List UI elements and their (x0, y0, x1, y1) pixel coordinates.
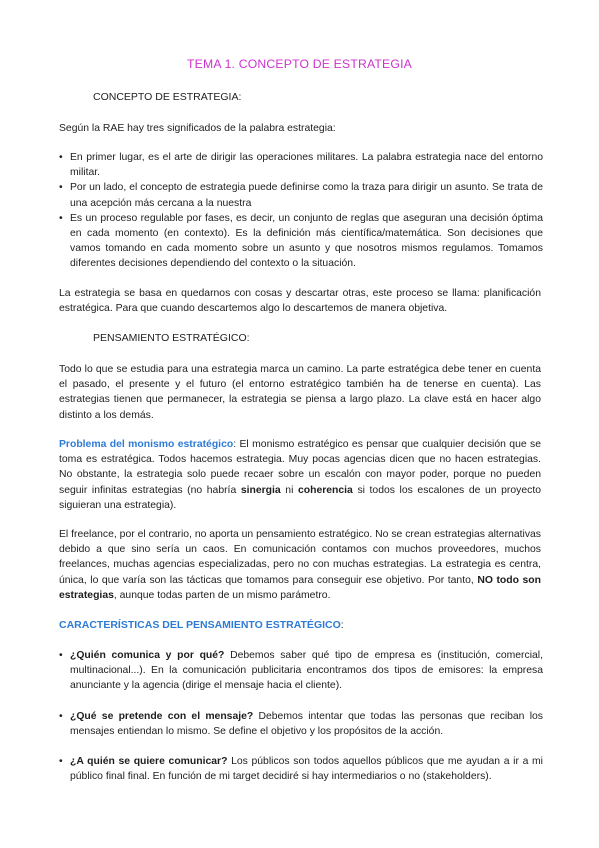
characteristics-list (59, 648, 543, 784)
monism-paragraph: Problema del monismo estratégico: El monismo estratégico es pensar que cualquier decisión que se toma es estratégica. Todos hacemos estrategia. Muy pocas agencias dicen que no hacen estrategias. No obstante, la estrategia solo puede recaer sobre un escalón con mayor poder, porque no pueden seguir infinitas estrategias (no habría sinergia ni coherencia si todos los escalones de un proyecto siguieran una estrategia). (59, 439, 542, 511)
list-item-text: En primer lugar, es el arte de dirigir las operaciones militares. La palabra estrategia nace del entorno militar. (70, 152, 543, 179)
list-item-text: Por un lado, el concepto de estrategia puede definirse como la traza para dirigir un asunto. Se trata de una acepción más cercana a la nuestra (70, 182, 543, 209)
characteristic-question: ¿Quién comunica y por qué? (70, 650, 225, 661)
intro-paragraph: Según la RAE hay tres significados de la palabra estrategia: (59, 123, 336, 134)
characteristic-answer: Los públicos son todos aquellos públicos que me ayudan a ir a mi público final final. En función de mi target decidiré si hay intermediarios o no (stakeholders). (70, 756, 543, 783)
planning-paragraph: La estrategia se basa en quedarnos con cosas y descartar otras, este proceso se llama: planificación estratégica. Para que cuando descartemos algo lo descartemos de manera objetiva. (59, 288, 541, 315)
bullet-icon: • (59, 152, 63, 163)
list-item (59, 709, 543, 739)
not-all-strategies-term: NO todo son estrategias (59, 574, 541, 601)
freelance-paragraph: El freelance, por el contrario, no aporta un pensamiento estratégico. No se crean estrategias alternativas debido a que sino sería un caos. En comunicación contamos con muchos proveedores, muchos freelances, muchas agencias especializadas, pero no con muchas estrategias. La estrategia es centra, única, lo que varía son las tácticas que tomamos para conseguir ese objetivo. Por tanto, NO todo son estrategias, aunque todas parten de un mismo parámetro. (59, 529, 541, 601)
list-item (59, 180, 543, 210)
characteristic-answer: Debemos intentar que todas las personas que reciban los mensajes entiendan lo mismo. Se define el objetivo y los propósitos de la acción. (70, 710, 543, 737)
bullet-icon: • (59, 212, 63, 224)
document-title: TEMA 1. CONCEPTO DE ESTRATEGIA (187, 57, 412, 71)
bullet-icon: • (59, 182, 63, 194)
characteristic-question: ¿A quién se quiere comunicar? (70, 756, 228, 768)
coherencia-term: coherencia (297, 484, 353, 496)
bullet-icon: • (59, 710, 63, 722)
path-paragraph: Todo lo que se estudia para una estrategia marca un camino. La parte estratégica debe tener en cuenta el pasado, el presente y el futuro (el entorno estratégico también ha de tenerse en cuenta). Las estrategias tienen que permanecer, la estrategia se piensa a largo plazo. La clave está en hacer algo distinto a los demás. (59, 364, 541, 421)
bullet-icon: • (59, 650, 63, 661)
list-item (59, 754, 543, 784)
list-item (59, 648, 543, 694)
sinergia-term: sinergia (240, 484, 281, 496)
bullet-icon: • (59, 756, 63, 768)
rae-meanings-list (59, 150, 543, 272)
monism-label: Problema del monismo estratégico (59, 439, 234, 450)
list-item-text: Es un proceso regulable por fases, es decir, un conjunto de reglas que aseguran una decisión óptima en cada momento (en contexto). Es la definición más científica/matemática. Son decisiones que vamos tomando en cada momento sobre un asunto y que nosotros mismos regulamos. Tomamos diferentes decisiones dependiendo del contexto o la situación. (70, 212, 543, 270)
characteristic-question: ¿Qué se pretende con el mensaje? (70, 710, 254, 722)
characteristics-heading: CARACTERÍSTICAS DEL PENSAMIENTO ESTRATÉGICO: (59, 619, 344, 631)
list-item (59, 211, 543, 272)
section-heading-concepto: CONCEPTO DE ESTRATEGIA: (93, 91, 242, 103)
section-heading-pensamiento: PENSAMIENTO ESTRATÉGICO: (93, 332, 250, 344)
characteristic-answer: Debemos saber qué tipo de empresa es (institución, comercial, multinacional...). En la comunicación publicitaria encontramos dos tipos de emisores: la empresa anunciante y la agencia (dirige el mensaje hacia el cliente). (70, 650, 543, 692)
list-item (59, 150, 543, 180)
